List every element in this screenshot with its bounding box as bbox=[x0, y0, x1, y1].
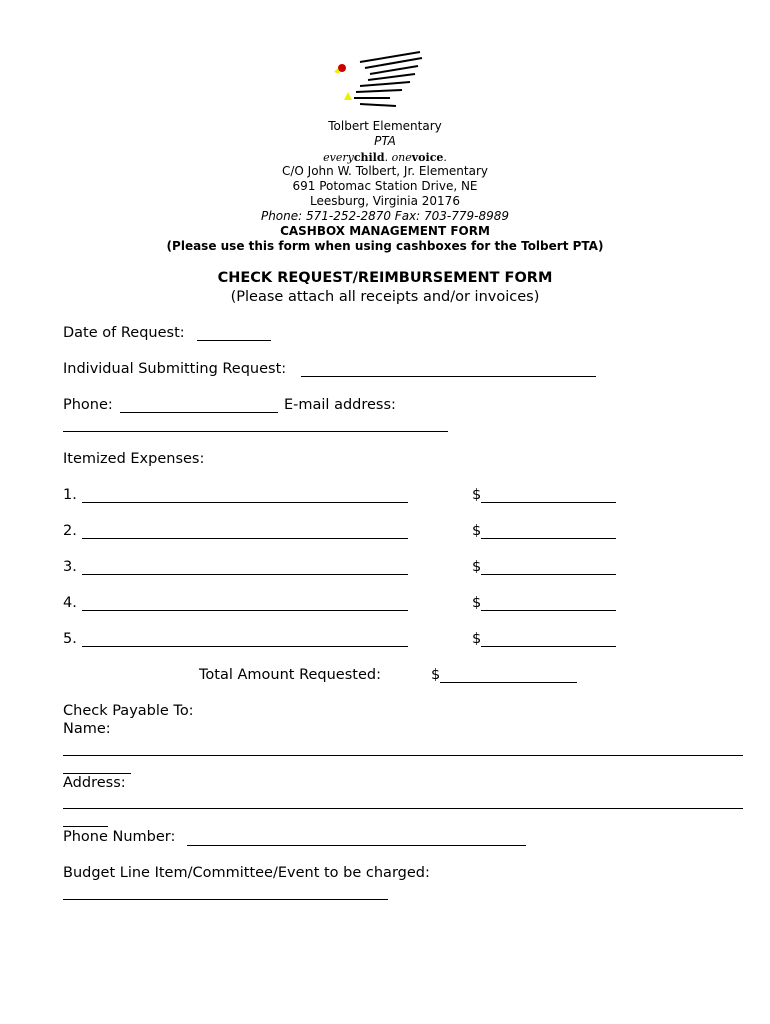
date-field[interactable] bbox=[197, 340, 271, 341]
phone-number-label: Phone Number: bbox=[63, 829, 176, 845]
phone-number-field[interactable] bbox=[187, 845, 526, 846]
itemized-label: Itemized Expenses: bbox=[63, 451, 205, 467]
payable-label: Check Payable To: bbox=[63, 703, 194, 719]
item-amount-field[interactable] bbox=[481, 646, 616, 647]
pta-label: PTA bbox=[374, 134, 396, 148]
address-label: Address: bbox=[63, 775, 126, 791]
dollar-sign: $ bbox=[472, 487, 482, 503]
phone-label: Phone: bbox=[63, 397, 113, 413]
address-field[interactable] bbox=[63, 808, 743, 809]
phone-fax: Phone: 571-252-2870 Fax: 703-779-8989 bbox=[260, 209, 510, 223]
form-title: CHECK REQUEST/REIMBURSEMENT FORM bbox=[217, 270, 553, 286]
individual-field[interactable] bbox=[301, 376, 596, 377]
item-description-field[interactable] bbox=[82, 502, 408, 503]
name-field[interactable] bbox=[63, 755, 743, 756]
budget-label: Budget Line Item/Committee/Event to be charged: bbox=[63, 865, 430, 881]
item-number: 2. bbox=[63, 523, 77, 539]
item-description-field[interactable] bbox=[82, 610, 408, 611]
item-number: 1. bbox=[63, 487, 77, 503]
pta-logo bbox=[330, 48, 430, 112]
item-number: 5. bbox=[63, 631, 77, 647]
item-amount-field[interactable] bbox=[481, 502, 616, 503]
form-note: (Please use this form when using cashboxes for the Tolbert PTA) bbox=[166, 239, 604, 253]
item-description-field[interactable] bbox=[82, 538, 408, 539]
dollar-sign: $ bbox=[431, 667, 441, 683]
item-amount-field[interactable] bbox=[481, 610, 616, 611]
budget-field[interactable] bbox=[63, 899, 388, 900]
item-description-field[interactable] bbox=[82, 574, 408, 575]
email-field[interactable] bbox=[63, 431, 448, 432]
form-subtitle: (Please attach all receipts and/or invoices) bbox=[230, 289, 540, 305]
dollar-sign: $ bbox=[472, 631, 482, 647]
date-label: Date of Request: bbox=[63, 325, 185, 341]
org-name: Tolbert Elementary bbox=[328, 119, 442, 133]
address-field-continued[interactable] bbox=[63, 826, 108, 827]
total-amount-field[interactable] bbox=[440, 682, 577, 683]
item-number: 4. bbox=[63, 595, 77, 611]
item-number: 3. bbox=[63, 559, 77, 575]
phone-field[interactable] bbox=[120, 412, 278, 413]
care-of: C/O John W. Tolbert, Jr. Elementary bbox=[281, 164, 488, 178]
dollar-sign: $ bbox=[472, 559, 482, 575]
dollar-sign: $ bbox=[472, 523, 482, 539]
slogan: everychild. onevoice. bbox=[323, 151, 447, 164]
dollar-sign: $ bbox=[472, 595, 482, 611]
street-address: 691 Potomac Station Drive, NE bbox=[292, 179, 478, 193]
individual-label: Individual Submitting Request: bbox=[63, 361, 287, 377]
total-label: Total Amount Requested: bbox=[199, 667, 381, 683]
form-name: CASHBOX MANAGEMENT FORM bbox=[280, 224, 490, 238]
city-address: Leesburg, Virginia 20176 bbox=[310, 194, 460, 208]
name-label: Name: bbox=[63, 721, 111, 737]
item-amount-field[interactable] bbox=[481, 574, 616, 575]
email-label: E-mail address: bbox=[284, 397, 396, 413]
item-description-field[interactable] bbox=[82, 646, 408, 647]
item-amount-field[interactable] bbox=[481, 538, 616, 539]
